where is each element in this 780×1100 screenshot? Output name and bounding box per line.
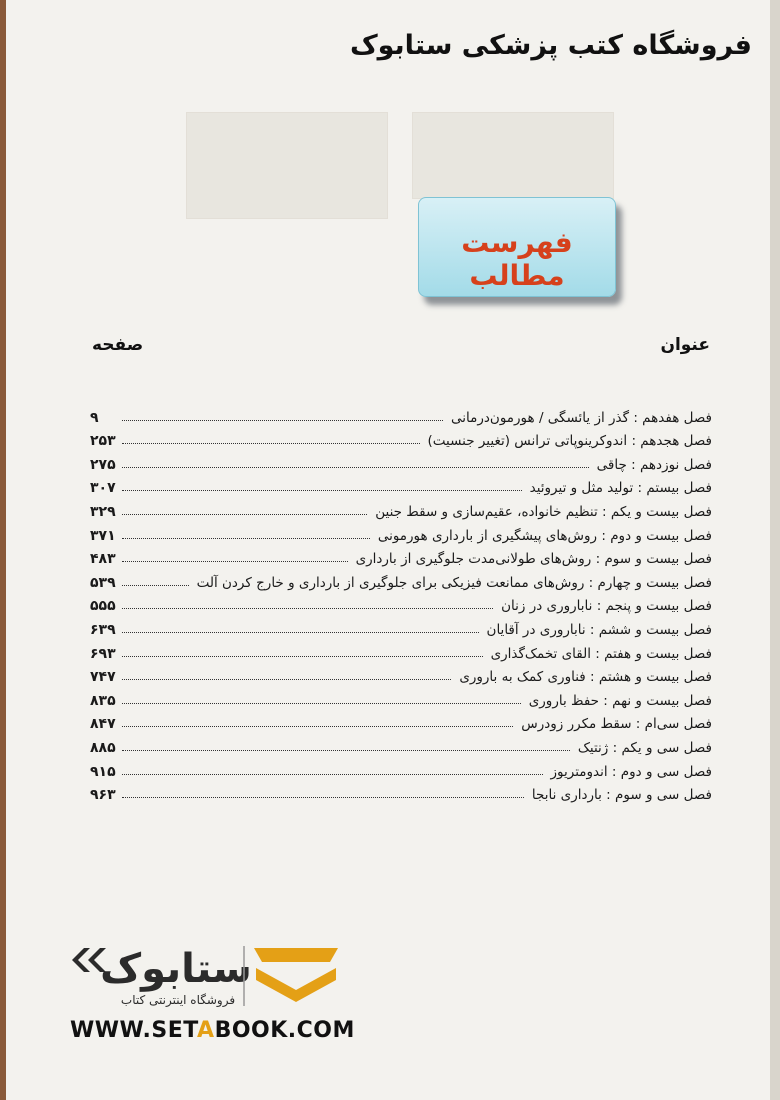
- toc-entry-title: فصل بیست و هفتم : القای تخمک‌گذاری: [490, 645, 712, 662]
- toc-entry-title: فصل نوزدهم : چاقی: [596, 456, 712, 473]
- toc-leader-dots: [122, 608, 493, 609]
- toc-entry-title: فصل هفدهم : گذر از یائسگی / هورمون‌درمانی: [451, 409, 712, 426]
- toc-leader-dots: [122, 632, 479, 633]
- toc-entry-title: فصل بیست و هشتم : فناوری کمک به باروری: [459, 669, 712, 686]
- toc-title: فهرست مطالب: [461, 226, 573, 292]
- toc-entry-title: فصل سی و سوم : بارداری نابجا: [531, 787, 712, 804]
- toc-entry-title: فصل بیست و ششم : ناباروری در آقایان: [486, 621, 712, 638]
- toc-entry-page: ۸۳۵: [90, 692, 116, 709]
- toc-entry[interactable]: [90, 780, 712, 804]
- toc-entry[interactable]: [90, 402, 712, 426]
- toc-entry[interactable]: [90, 591, 712, 615]
- toc-entry[interactable]: [90, 426, 712, 450]
- toc-entry-page: ۸۴۷: [90, 716, 116, 733]
- toc-entry-page: ۹۶۳: [90, 787, 116, 804]
- setabook-logo: [68, 940, 368, 1010]
- table-of-contents: [90, 402, 712, 803]
- toc-title-box: [418, 197, 616, 297]
- toc-entry[interactable]: [90, 567, 712, 591]
- toc-leader-dots: [122, 420, 443, 421]
- column-page-label: صفحه: [92, 335, 144, 355]
- toc-entry-title: فصل سی و یکم : ژنتیک: [577, 739, 712, 756]
- toc-entry[interactable]: [90, 662, 712, 686]
- toc-entry[interactable]: [90, 732, 712, 756]
- toc-entry[interactable]: [90, 756, 712, 780]
- toc-entry-title: فصل بیست و یکم : تنظیم خانواده، عقیم‌سازی و سقط جنین: [375, 503, 712, 520]
- bleed-through-box: [412, 112, 614, 199]
- toc-entry-page: ۴۸۳: [90, 551, 116, 568]
- store-url[interactable]: WWW.SETABOOK.COM: [70, 1018, 355, 1043]
- toc-entry-title: فصل بیست و چهارم : روش‌های ممانعت فیزیکی برای جلوگیری از بارداری و خارج کردن آلت: [196, 574, 712, 591]
- logo-book-icon: [254, 948, 338, 1002]
- toc-leader-dots: [122, 443, 420, 444]
- toc-entry[interactable]: [90, 544, 712, 568]
- logo-brand-text: ستابوک: [100, 946, 252, 992]
- toc-entry[interactable]: [90, 520, 712, 544]
- toc-entry-page: ۳۲۹: [90, 503, 116, 520]
- toc-leader-dots: [122, 514, 367, 515]
- toc-leader-dots: [122, 467, 589, 468]
- toc-entry-title: فصل بیست و نهم : حفظ باروری: [528, 692, 712, 709]
- toc-leader-dots: [122, 750, 570, 751]
- bleed-through-box: [186, 112, 388, 219]
- toc-leader-dots: [122, 679, 451, 680]
- toc-entry-page: ۳۷۱: [90, 527, 116, 544]
- store-header: فروشگاه کتب پزشکی ستابوک: [349, 30, 752, 61]
- toc-entry-title: فصل بیست و دوم : روش‌های پیشگیری از بارداری هورمونی: [377, 527, 712, 544]
- toc-leader-dots: [122, 585, 189, 586]
- toc-entry-page: ۶۹۳: [90, 645, 116, 662]
- toc-leader-dots: [122, 561, 348, 562]
- toc-entry[interactable]: [90, 614, 712, 638]
- toc-entry-page: ۵۵۵: [90, 598, 116, 615]
- toc-entry-title: فصل بیستم : تولید مثل و تیروئید: [529, 480, 712, 497]
- toc-entry[interactable]: [90, 685, 712, 709]
- toc-entry[interactable]: [90, 709, 712, 733]
- toc-entry-page: ۷۴۷: [90, 669, 116, 686]
- toc-entry-page: ۵۳۹: [90, 574, 116, 591]
- toc-leader-dots: [122, 703, 521, 704]
- toc-entry-title: فصل بیست و پنجم : ناباروری در زنان: [501, 598, 712, 615]
- toc-entry[interactable]: [90, 496, 712, 520]
- toc-entry-title: فصل سی‌ام : سقط مکرر زودرس: [521, 716, 712, 733]
- logo-tagline: فروشگاه اینترنتی کتاب: [120, 993, 236, 1007]
- toc-entry-page: ۳۰۷: [90, 480, 116, 497]
- column-title-label: عنوان: [660, 335, 710, 355]
- toc-entry-page: ۹۱۵: [90, 763, 116, 780]
- toc-entry-page: ۹: [90, 409, 99, 426]
- toc-entry[interactable]: [90, 449, 712, 473]
- toc-entry-page: ۶۳۹: [90, 621, 116, 638]
- toc-leader-dots: [122, 656, 483, 657]
- toc-leader-dots: [122, 538, 370, 539]
- toc-entry-title: فصل سی و دوم : اندومتریوز: [550, 763, 712, 780]
- toc-leader-dots: [122, 490, 522, 491]
- toc-leader-dots: [122, 797, 524, 798]
- toc-entry-page: ۸۸۵: [90, 739, 116, 756]
- toc-entry-title: فصل بیست و سوم : روش‌های طولانی‌مدت جلوگیری از بارداری: [355, 551, 712, 568]
- toc-leader-dots: [122, 774, 543, 775]
- toc-entry[interactable]: [90, 638, 712, 662]
- toc-entry[interactable]: [90, 473, 712, 497]
- toc-entry-page: ۲۵۳: [90, 433, 116, 450]
- toc-entry-title: فصل هجدهم : اندوکرینوپاتی ترانس (تغییر جنسیت): [427, 433, 712, 450]
- toc-leader-dots: [122, 726, 513, 727]
- toc-entry-page: ۲۷۵: [90, 456, 116, 473]
